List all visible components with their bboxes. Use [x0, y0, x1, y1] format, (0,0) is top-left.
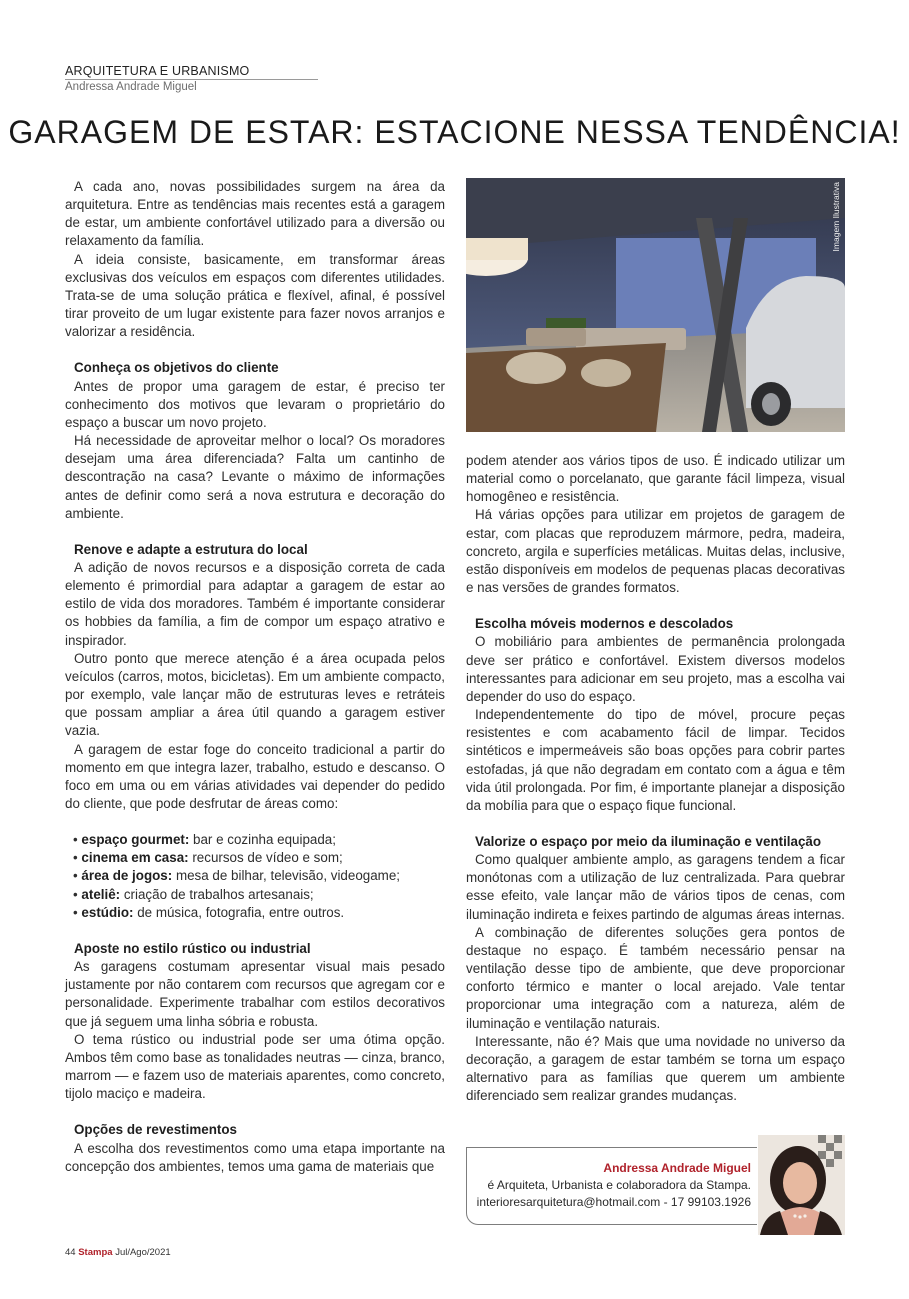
article-title: GARAGEM DE ESTAR: ESTACIONE NESSA TENDÊNCIA! — [8, 114, 901, 150]
section-heading: Opções de revestimentos — [74, 1122, 237, 1138]
issue-date: Jul/Ago/2021 — [115, 1247, 171, 1258]
paragraph: Há necessidade de aproveitar melhor o local? Os moradores desejam uma área diferenciada? Falta um cantinho de descontração na casa? Levante o máximo de informações antes de definir como será a nova estrutura e decoração do ambiente. — [65, 433, 445, 521]
author-portrait-illustration — [758, 1135, 845, 1235]
section-heading: Valorize o espaço por meio da iluminação e ventilação — [475, 833, 822, 849]
paragraph: A garagem de estar foge do conceito tradicional a partir do momento em que integra lazer, trabalho, estudo e descanso. O foco em uma ou em várias atividades vai depender do pedido do cliente, que pode desfrutar de áreas como: — [65, 741, 445, 811]
author-contact: interioresarquitetura@hotmail.com - 17 99103.1926 — [476, 1195, 751, 1209]
magazine-brand: Stampa — [78, 1247, 113, 1258]
header-author: Andressa Andrade Miguel — [65, 81, 197, 93]
section-heading: Escolha móveis modernos e descolados — [475, 616, 734, 632]
list-item: • ateliê: criação de trabalhos artesanais; — [73, 886, 314, 902]
section-heading: Aposte no estilo rústico ou industrial — [74, 940, 311, 956]
author-role: é Arquiteta, Urbanista e colaboradora da Stampa. — [487, 1178, 751, 1192]
list-item: • cinema em casa: recursos de vídeo e som; — [73, 850, 343, 866]
right-column — [466, 452, 845, 1105]
section-heading: Conheça os objetivos do cliente — [74, 360, 279, 376]
section-label: ARQUITETURA E URBANISMO — [65, 64, 318, 80]
list-item: • área de jogos: mesa de bilhar, televisão, videogame; — [73, 868, 400, 884]
bullet-list — [65, 831, 445, 922]
page-footer — [65, 1247, 171, 1258]
article-photo — [466, 178, 845, 432]
author-box — [466, 1147, 757, 1225]
paragraph: A ideia consiste, basicamente, em transformar áreas exclusivas dos veículos em espaços com diferentes utilidades. Trata-se de uma solução prática e flexível, afinal, é possível tirar proveito de um lugar existente para fazer novos arranjos e valorizar a residência. — [65, 251, 445, 340]
garage-living-room-illustration — [466, 178, 845, 432]
paragraph: A escolha dos revestimentos como uma etapa importante na concepção dos ambientes, temos uma gama de materiais que — [65, 1140, 445, 1174]
list-item: • estúdio: de música, fotografia, entre outros. — [73, 904, 345, 920]
left-column — [65, 178, 445, 1176]
paragraph: As garagens costumam apresentar visual mais pesado justamente por não contarem com recursos que agregam cor e personalidade. Experimente trabalhar com estilos decorativos que já seguem uma linha sóbria e robusta. — [65, 959, 445, 1029]
section-heading: Renove e adapte a estrutura do local — [74, 541, 308, 557]
paragraph: A cada ano, novas possibilidades surgem na área da arquitetura. Entre as tendências mais recentes está a garagem de estar, um ambiente confortável utilizado para a diversão ou relaxamento da família. — [65, 179, 445, 249]
author-name: Andressa Andrade Miguel — [603, 1161, 751, 1175]
paragraph: A combinação de diferentes soluções gera pontos de destaque no espaço. É também necessário pensar na ventilação desse tipo de ambiente, que deve proporcionar conforto térmico e manter o local arejado. Vale tentar proporcionar uma integração com a natureza, além de iluminação e ventilação naturais. — [466, 924, 845, 1031]
photo-credit: Imagem Ilustrativa — [831, 182, 841, 252]
paragraph: Interessante, não é? Mais que uma novidade no universo da decoração, a garagem de estar também se torna um espaço alternativo para as famílias que querem um ambiente diferenciado sem realizar grandes mudanças. — [466, 1033, 845, 1104]
paragraph: Há várias opções para utilizar em projetos de garagem de estar, com placas que reproduzem mármore, pedra, madeira, concreto, argila e superfícies metálicas. Muitas delas, inclusive, estão disponíveis em modelos de pequenas placas decorativas e nas versões de grandes formatos. — [466, 507, 845, 596]
page-number: 44 — [65, 1247, 76, 1258]
list-item: • espaço gourmet: bar e cozinha equipada; — [73, 832, 336, 848]
paragraph: Independentemente do tipo de móvel, procure peças resistentes e com acabamento fácil de limpar. Tecidos sintéticos e impermeáveis são boas opções para cobrir partes estofadas, já que não degradam em contato com a água e têm vida útil prolongada. Por fim, é importante planejar a disposição da mobília para que o espaço fique funcional. — [466, 707, 845, 813]
paragraph: Antes de propor uma garagem de estar, é preciso ter conhecimento dos motivos que levaram o proprietário do espaço a buscar um novo projeto. — [65, 378, 445, 430]
paragraph: podem atender aos vários tipos de uso. É indicado utilizar um material como o porcelanato, que garante fácil limpeza, visual homogêneo e resistência. — [466, 453, 845, 505]
author-info — [477, 1160, 751, 1211]
paragraph: O tema rústico ou industrial pode ser uma ótima opção. Ambos têm como base as tonalidades neutras — cinza, branco, marrom — e fazem uso de materiais aparentes, como concreto, tijolo maciço e madeira. — [65, 1031, 445, 1102]
author-avatar — [758, 1135, 845, 1235]
page-header — [65, 64, 318, 93]
paragraph: A adição de novos recursos e a disposição correta de cada elemento é primordial para adaptar a garagem de estar ao estilo de vida dos moradores. Também é importante considerar os hobbies da família, a fim de compor um espaço atrativo e inspirador. — [65, 559, 445, 648]
paragraph: Outro ponto que merece atenção é a área ocupada pelos veículos (carros, motos, bicicletas). Em um ambiente compacto, por exemplo, vale lançar mão de estruturas leves e retráteis que possam ampliar a área útil quando a garagem estiver vazia. — [65, 650, 445, 739]
paragraph: O mobiliário para ambientes de permanência prolongada deve ser prático e confortável. Existem diversos modelos interessantes para adicionar em seu projeto, mas a escolha vai depender do uso do espaço. — [466, 634, 845, 704]
paragraph: Como qualquer ambiente amplo, as garagens tendem a ficar monótonas com a utilização de luz centralizada. Para quebrar esse efeito, vale lançar mão de vários tipos de cenas, com iluminação indireta e feixes partindo de algumas áreas internas. — [466, 852, 845, 922]
